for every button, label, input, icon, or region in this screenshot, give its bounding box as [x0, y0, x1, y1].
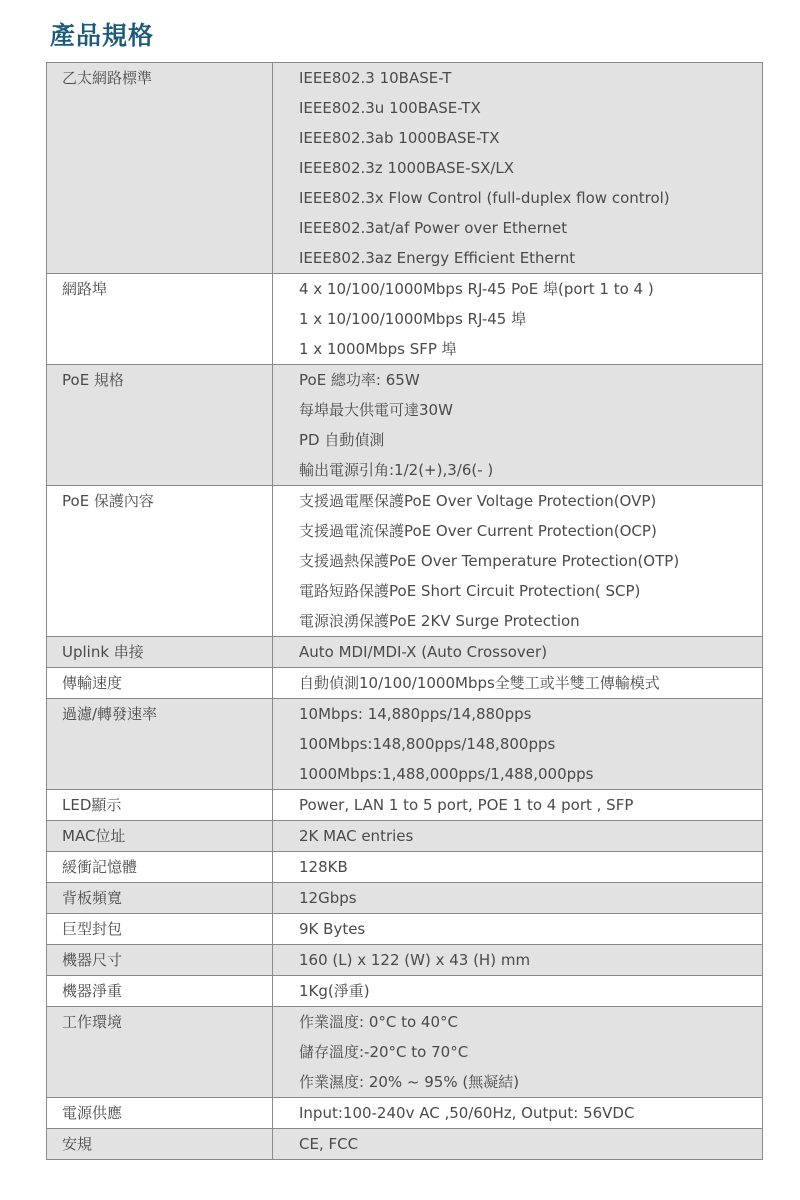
- spec-value-line: IEEE802.3az Energy Efficient Ethernt: [299, 249, 576, 267]
- spec-label: 機器淨重: [47, 976, 273, 1007]
- spec-table-body: [47, 63, 763, 1160]
- spec-label: 傳輸速度: [47, 668, 273, 699]
- spec-label: 安規: [47, 1129, 273, 1160]
- spec-value-line: IEEE802.3 10BASE-T: [299, 69, 452, 87]
- spec-value-line: 支援過電壓保護PoE Over Voltage Protection(OVP): [299, 492, 657, 510]
- spec-value-line: 160 (L) x 122 (W) x 43 (H) mm: [299, 951, 531, 969]
- spec-value-line: IEEE802.3x Flow Control (full-duplex flow control): [299, 189, 670, 207]
- spec-value: [273, 883, 763, 914]
- spec-value-line: 輸出電源引角:1/2(+),3/6(- ): [299, 461, 494, 479]
- spec-label: 網路埠: [47, 274, 273, 365]
- spec-label: PoE 規格: [47, 365, 273, 486]
- spec-value: [273, 821, 763, 852]
- spec-value-line: 10Mbps: 14,880pps/14,880pps: [299, 705, 532, 723]
- spec-value-line: 電路短路保護PoE Short Circuit Protection( SCP): [299, 582, 641, 600]
- spec-label: 過濾/轉發速率: [47, 699, 273, 790]
- spec-row: [47, 821, 763, 852]
- spec-row: [47, 976, 763, 1007]
- spec-value: [273, 976, 763, 1007]
- spec-value-line: Auto MDI/MDI-X (Auto Crossover): [299, 643, 548, 661]
- spec-row: [47, 945, 763, 976]
- spec-value-line: 1 x 1000Mbps SFP 埠: [299, 340, 457, 358]
- spec-value: [273, 914, 763, 945]
- spec-label: Uplink 串接: [47, 637, 273, 668]
- spec-value-line: 支援過電流保護PoE Over Current Protection(OCP): [299, 522, 657, 540]
- spec-value: [273, 1098, 763, 1129]
- spec-value-line: 每埠最大供電可達30W: [299, 401, 453, 419]
- spec-value-line: Power, LAN 1 to 5 port, POE 1 to 4 port , SFP: [299, 796, 634, 814]
- spec-value-line: IEEE802.3z 1000BASE-SX/LX: [299, 159, 515, 177]
- spec-label: 電源供應: [47, 1098, 273, 1129]
- spec-value-line: PoE 總功率: 65W: [299, 371, 420, 389]
- spec-value-line: 100Mbps:148,800pps/148,800pps: [299, 735, 556, 753]
- spec-value-line: 1000Mbps:1,488,000pps/1,488,000pps: [299, 765, 594, 783]
- spec-value: [273, 274, 763, 365]
- spec-value-line: 2K MAC entries: [299, 827, 414, 845]
- spec-value: [273, 365, 763, 486]
- spec-value-line: IEEE802.3ab 1000BASE-TX: [299, 129, 500, 147]
- spec-value-line: 12Gbps: [299, 889, 357, 907]
- spec-value-line: Input:100-240v AC ,50/60Hz, Output: 56VDC: [299, 1104, 635, 1122]
- spec-value: [273, 852, 763, 883]
- spec-value: [273, 63, 763, 274]
- spec-label: 乙太網路標準: [47, 63, 273, 274]
- spec-value: [273, 1129, 763, 1160]
- spec-label: 巨型封包: [47, 914, 273, 945]
- spec-value-line: IEEE802.3u 100BASE-TX: [299, 99, 481, 117]
- spec-value-line: 自動偵測10/100/1000Mbps全雙工或半雙工傳輸模式: [299, 674, 660, 692]
- spec-value-line: 支援過熱保護PoE Over Temperature Protection(OTP): [299, 552, 680, 570]
- spec-row: [47, 914, 763, 945]
- spec-value-line: CE, FCC: [299, 1135, 359, 1153]
- spec-label: LED顯示: [47, 790, 273, 821]
- spec-row: [47, 1129, 763, 1160]
- spec-value: [273, 790, 763, 821]
- spec-value: [273, 699, 763, 790]
- spec-value-line: PD 自動偵測: [299, 431, 385, 449]
- spec-row: [47, 668, 763, 699]
- spec-value-line: 4 x 10/100/1000Mbps RJ-45 PoE 埠(port 1 to 4 ): [299, 280, 654, 298]
- spec-value: [273, 668, 763, 699]
- spec-value-line: 作業濕度: 20% ~ 95% (無凝結): [299, 1073, 520, 1091]
- spec-label: 工作環境: [47, 1007, 273, 1098]
- spec-value-line: 作業溫度: 0°C to 40°C: [299, 1013, 458, 1031]
- spec-value-line: 儲存溫度:-20°C to 70°C: [299, 1043, 469, 1061]
- spec-row: [47, 790, 763, 821]
- spec-label: 機器尺寸: [47, 945, 273, 976]
- spec-label: MAC位址: [47, 821, 273, 852]
- spec-label: 背板頻寬: [47, 883, 273, 914]
- spec-row: [47, 274, 763, 365]
- spec-value-line: IEEE802.3at/af Power over Ethernet: [299, 219, 568, 237]
- spec-row: [47, 63, 763, 274]
- spec-value-line: 1Kg(淨重): [299, 982, 370, 1000]
- spec-table: [46, 62, 763, 1160]
- spec-row: [47, 699, 763, 790]
- spec-row: [47, 486, 763, 637]
- spec-value-line: 1 x 10/100/1000Mbps RJ-45 埠: [299, 310, 527, 328]
- spec-row: [47, 883, 763, 914]
- spec-value-line: 128KB: [299, 858, 348, 876]
- spec-value: [273, 945, 763, 976]
- spec-row: [47, 365, 763, 486]
- spec-value: [273, 637, 763, 668]
- spec-label: 緩衝記憶體: [47, 852, 273, 883]
- spec-row: [47, 1098, 763, 1129]
- spec-row: [47, 637, 763, 668]
- spec-value: [273, 1007, 763, 1098]
- spec-row: [47, 852, 763, 883]
- spec-label: PoE 保護內容: [47, 486, 273, 637]
- spec-row: [47, 1007, 763, 1098]
- spec-value: [273, 486, 763, 637]
- spec-value-line: 9K Bytes: [299, 920, 366, 938]
- page-title: 產品規格: [50, 21, 155, 50]
- spec-value-line: 電源浪湧保護PoE 2KV Surge Protection: [299, 612, 580, 630]
